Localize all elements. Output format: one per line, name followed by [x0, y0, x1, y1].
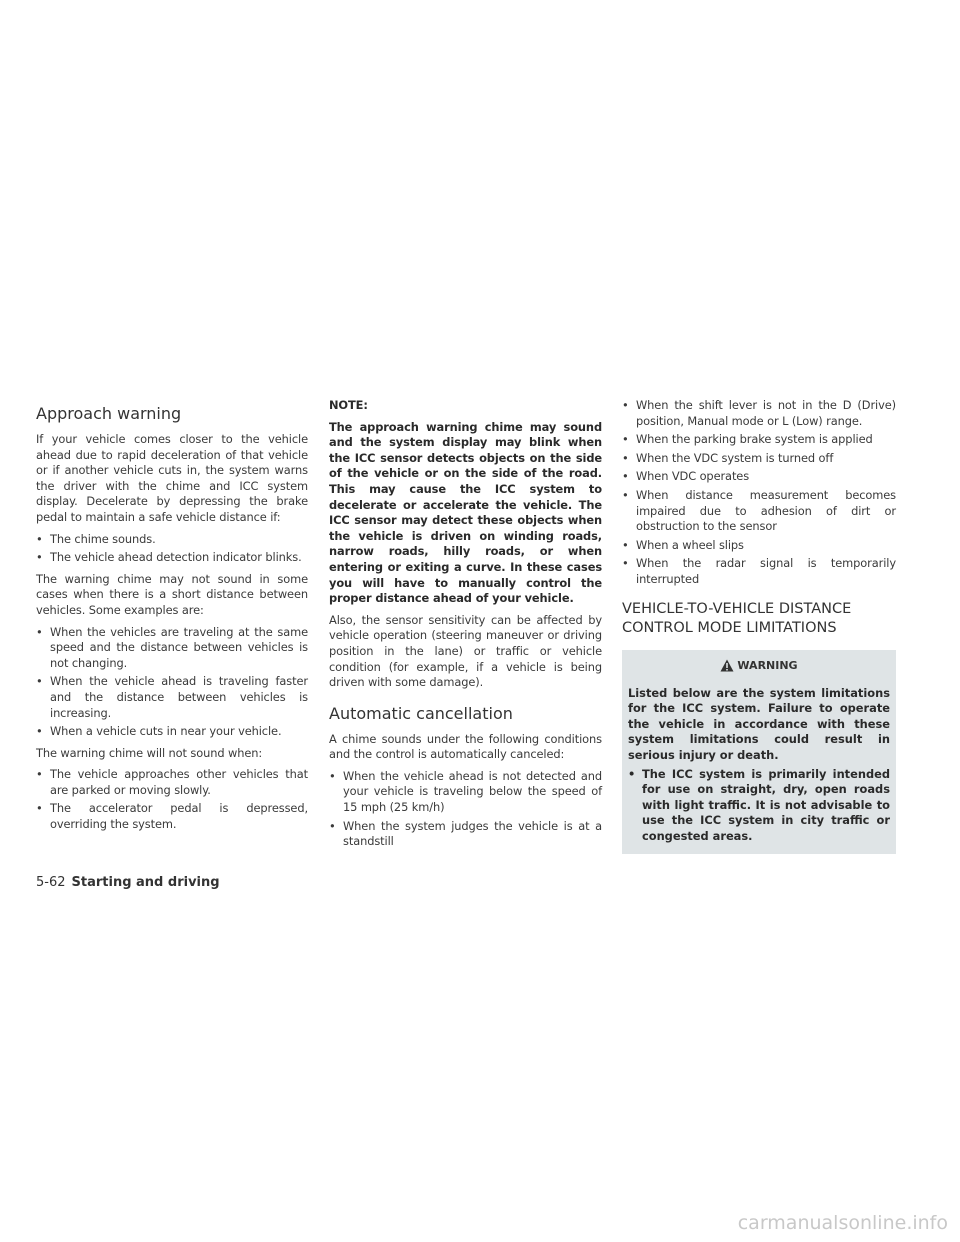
list-item: • When the vehicle ahead is traveling faster and the distance between vehicles is increasing. — [36, 674, 308, 720]
list-item: • The ICC system is primarily intended for use on straight, dry, open roads with light traffic. It is not advisable to use the ICC system in city traffic or congested areas. — [628, 766, 890, 843]
paragraph-intro: If your vehicle comes closer to the vehicle ahead due to rapid deceleration of that vehicle or if another vehicle cuts in, the system warns the driver with the chime and ICC system display. Decelerate by depressing the brake pedal to maintain a safe vehicle distance if: — [36, 432, 308, 524]
section-heading-automatic-cancellation: Automatic cancellation — [329, 703, 513, 723]
page-number: 5-62 — [36, 875, 66, 890]
list-item: • When the radar signal is temporarily interrupted — [622, 556, 896, 586]
paragraph-chime-will-not-sound: The warning chime will not sound when: — [36, 745, 263, 760]
list-item: • When the VDC system is turned off — [622, 450, 834, 465]
warning-bullet-list — [628, 767, 890, 845]
list-item: • When the vehicles are traveling at the same speed and the distance between vehicles is not changing. — [36, 624, 308, 670]
column-middle — [329, 398, 602, 856]
bullet-list-cancellation — [329, 769, 602, 850]
list-item: • When the parking brake system is applied — [622, 432, 873, 447]
list-item: • The vehicle approaches other vehicles that are parked or moving slowly. — [36, 767, 308, 797]
bullet-list-cancellation-continued — [622, 398, 896, 588]
section-heading-limitations: VEHICLE-TO-VEHICLE DISTANCE CONTROL MODE LIMITATIONS — [622, 600, 852, 636]
bullet-list-examples — [36, 625, 308, 740]
paragraph-sensor-sensitivity: Also, the sensor sensitivity can be affected by vehicle operation (steering maneuver or driving position in the lane) or traffic or vehicle condition (for example, if a vehicle is being driven with some damage). — [329, 612, 602, 690]
column-right — [622, 398, 896, 854]
column-left — [36, 398, 308, 839]
watermark-text: carmanualsonline.info — [737, 1212, 948, 1234]
section-heading-approach-warning: Approach warning — [36, 404, 182, 423]
list-item: • When VDC operates — [622, 469, 750, 484]
list-item: • When a wheel slips — [622, 537, 744, 552]
warning-label: WARNING — [737, 658, 798, 672]
list-item: • When the vehicle ahead is not detected and your vehicle is traveling below the speed of 15 mph (25 km/h) — [329, 768, 602, 815]
list-item: • When the shift lever is not in the D (Drive) position, Manual mode or L (Low) range. — [622, 398, 896, 428]
bullet-list-approach-conditions — [36, 532, 308, 566]
list-item: • The accelerator pedal is depressed, overriding the system. — [36, 801, 308, 832]
warning-box — [622, 650, 896, 855]
list-item: • When distance measurement becomes impaired due to adhesion of dirt or obstruction to the sensor — [622, 487, 896, 534]
paragraph-cancellation-intro: A chime sounds under the following conditions and the control is automatically canceled: — [329, 731, 602, 762]
list-item: • The vehicle ahead detection indicator blinks. — [36, 550, 302, 565]
note-text: The approach warning chime may sound and the system display may blink when the ICC sensor detects objects on the side of the vehicle or on the side of the road. This may cause the ICC system to decelerate or accelerate the vehicle. The ICC sensor may detect these objects when the vehicle is driven on winding roads, narrow roads, hilly roads, or when entering or exiting a curve. In these cases you will have to manually control the proper distance ahead of your vehicle. — [329, 419, 602, 606]
footer-section-title: Starting and driving — [71, 875, 220, 890]
warning-triangle-icon — [720, 659, 734, 672]
warning-text: Listed below are the system limitations for the ICC system. Failure to operate the vehicle in accordance with these system limitations could result in serious injury or death. — [628, 685, 890, 762]
warning-header — [628, 658, 890, 674]
bullet-list-no-chime — [36, 767, 308, 832]
list-item: • When the system judges the vehicle is at a standstill — [329, 818, 602, 849]
paragraph-chime-may-not-sound: The warning chime may not sound in some cases when there is a short distance between vehicles. Some examples are: — [36, 571, 308, 617]
note-label: NOTE: — [329, 398, 368, 412]
list-item: • The chime sounds. — [36, 531, 156, 546]
list-item: • When a vehicle cuts in near your vehicle. — [36, 724, 282, 739]
page-footer — [36, 875, 220, 890]
